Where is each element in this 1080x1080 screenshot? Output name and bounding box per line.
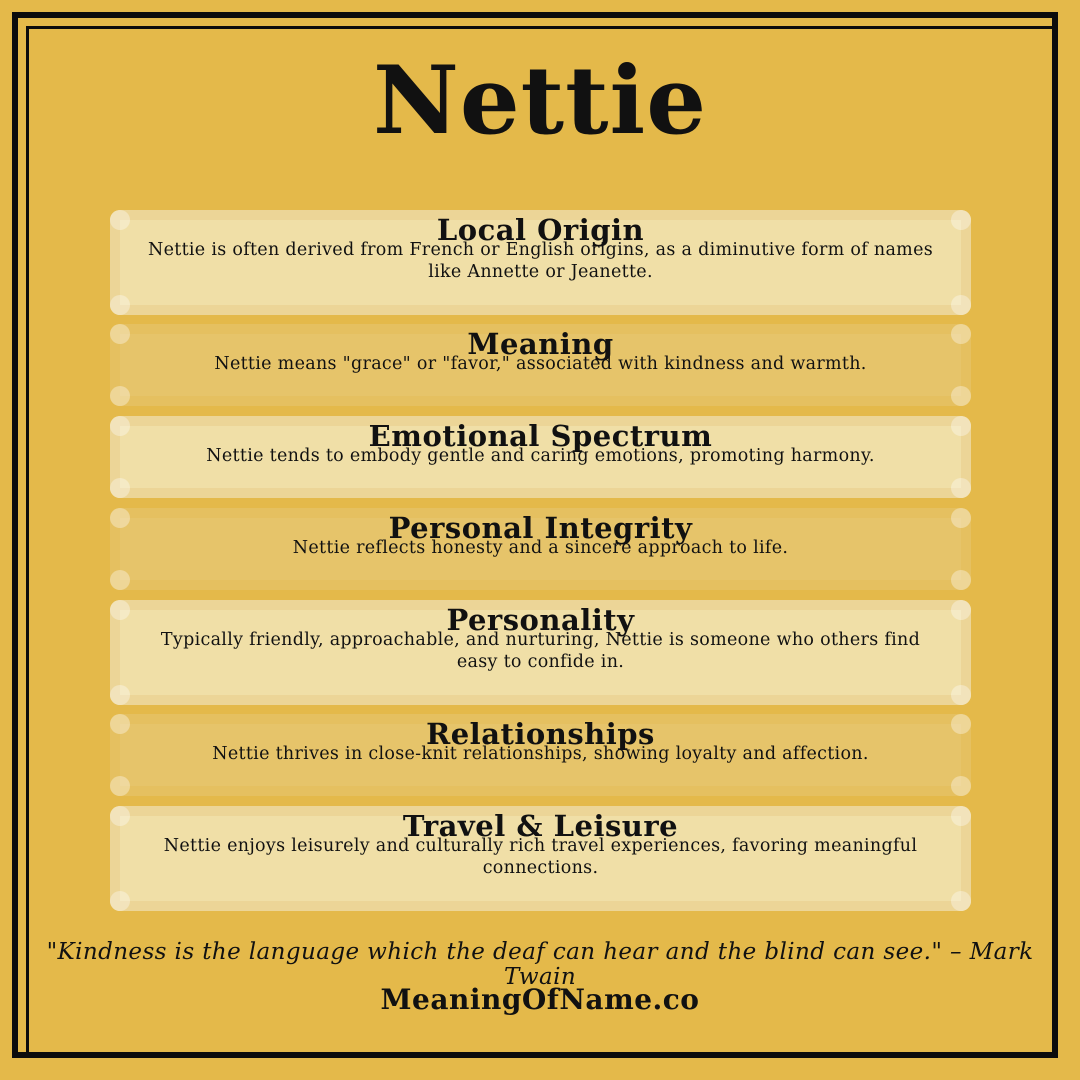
corner-dot	[110, 570, 130, 590]
corner-dot	[110, 324, 130, 344]
corner-dot	[951, 386, 971, 406]
card-title: Local Origin	[436, 213, 645, 247]
corner-dot	[110, 386, 130, 406]
card-text: Nettie means "grace" or "favor," associated with kindness and warmth.	[214, 354, 867, 374]
page-title: Nettie	[372, 46, 708, 156]
card-personality	[110, 600, 971, 705]
corner-dot	[951, 806, 971, 826]
corner-dot	[951, 891, 971, 911]
corner-dot	[951, 324, 971, 344]
corner-dot	[110, 508, 130, 528]
corner-dot	[951, 570, 971, 590]
corner-dot	[110, 295, 130, 315]
corner-dot	[110, 685, 130, 705]
card-text: Typically friendly, approachable, and nurturing, Nettie is someone who others find easy to confide in.	[160, 630, 921, 672]
corner-dot	[951, 714, 971, 734]
corner-dot	[110, 416, 130, 436]
corner-dot	[951, 685, 971, 705]
corner-dot	[110, 891, 130, 911]
corner-dot	[951, 478, 971, 498]
corner-dot	[110, 776, 130, 796]
card-emotional-spectrum	[110, 416, 971, 498]
card-meaning	[110, 324, 971, 406]
card-text: Nettie enjoys leisurely and culturally rich travel experiences, favoring meaningful connections.	[163, 836, 918, 878]
card-text: Nettie tends to embody gentle and caring emotions, promoting harmony.	[206, 446, 875, 466]
card-local-origin	[110, 210, 971, 315]
corner-dot	[951, 508, 971, 528]
card-relationships	[110, 714, 971, 796]
corner-dot	[951, 210, 971, 230]
card-title: Personal Integrity	[388, 511, 693, 545]
card-title: Travel & Leisure	[402, 809, 679, 843]
corner-dot	[951, 776, 971, 796]
card-text: Nettie is often derived from French or English origins, as a diminutive form of names like Annette or Jeanette.	[147, 240, 934, 282]
card-travel-leisure	[110, 806, 971, 911]
brand-name: MeaningOfName.co	[380, 983, 700, 1016]
card-title: Relationships	[426, 717, 655, 751]
corner-dot	[951, 416, 971, 436]
card-title: Meaning	[467, 327, 614, 361]
quote: "Kindness is the language which the deaf can hear and the blind can see." – Mark Twain	[46, 939, 1034, 990]
corner-dot	[951, 295, 971, 315]
card-text: Nettie thrives in close-knit relationships, showing loyalty and affection.	[212, 744, 869, 764]
card-title: Emotional Spectrum	[368, 419, 713, 453]
corner-dot	[110, 478, 130, 498]
corner-dot	[110, 714, 130, 734]
corner-dot	[110, 600, 130, 620]
corner-dot	[951, 600, 971, 620]
card-text: Nettie reflects honesty and a sincere approach to life.	[292, 538, 789, 558]
corner-dot	[110, 210, 130, 230]
card-personal-integrity	[110, 508, 971, 590]
card-title: Personality	[446, 603, 635, 637]
corner-dot	[110, 806, 130, 826]
